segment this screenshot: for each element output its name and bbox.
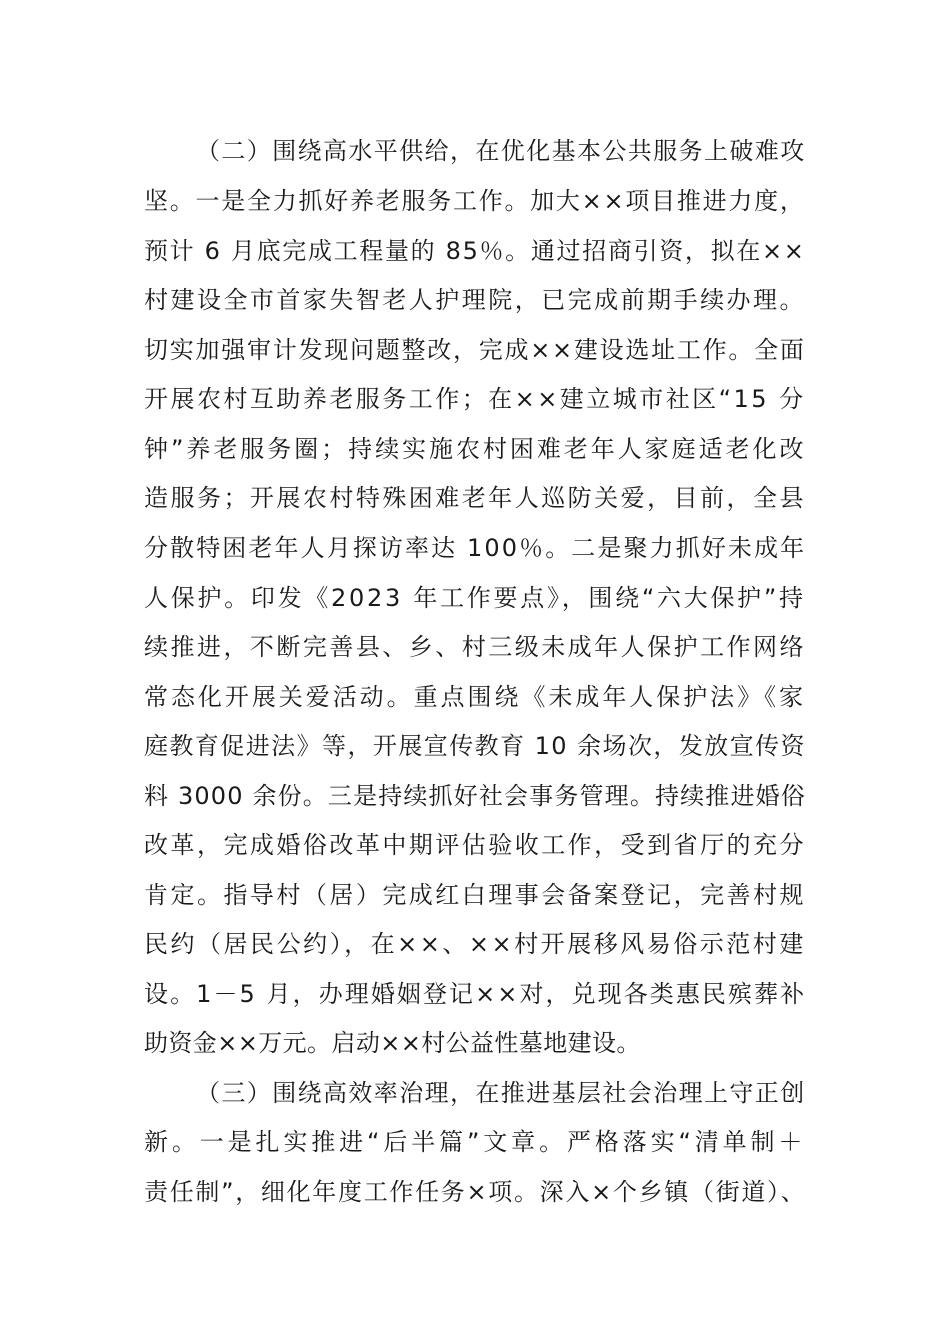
paragraph-2-line-12: 常态化开展关爱活动。重点围绕《未成年人保护法》《家 — [144, 683, 806, 711]
paragraph-2-line-15: 改革，完成婚俗改革中期评估验收工作，受到省厅的充分 — [144, 831, 806, 859]
paragraph-2-line-16: 肯定。指导村（居）完成红白理事会备案登记，完善村规 — [144, 881, 806, 909]
paragraph-2-line-10: 人保护。印发《2023 年工作要点》，围绕“六大保护”持 — [144, 584, 806, 612]
paragraph-2-line-17: 民约（居民公约），在××、××村开展移风易俗示范村建 — [144, 930, 806, 958]
paragraph-2-line-6: 开展农村互助养老服务工作；在××建立城市社区“15 分 — [144, 385, 806, 413]
paragraph-2-line-19: 助资金××万元。启动××村公益性墓地建设。 — [144, 1029, 641, 1057]
paragraph-2-line-11: 续推进，不断完善县、乡、村三级未成年人保护工作网络 — [144, 633, 806, 661]
paragraph-2-line-4: 村建设全市首家失智老人护理院，已完成前期手续办理。 — [144, 286, 806, 314]
paragraph-3-line-2: 新。一是扎实推进“后半篇”文章。严格落实“清单制＋ — [144, 1128, 807, 1156]
paragraph-2-line-8: 造服务；开展农村特殊困难老年人巡防关爱，目前，全县 — [144, 484, 806, 512]
paragraph-3-line-1: （三）围绕高效率治理，在推进基层社会治理上守正创 — [196, 1079, 806, 1107]
paragraph-2-line-3: 预计 6 月底完成工程量的 85％。通过招商引资，拟在×× — [144, 237, 806, 265]
paragraph-2-line-2: 坚。一是全力抓好养老服务工作。加大××项目推进力度， — [144, 187, 806, 215]
paragraph-3-line-3: 责任制”，细化年度工作任务×项。深入×个乡镇（街道）、 — [144, 1178, 807, 1206]
paragraph-2-line-18: 设。1－5 月，办理婚姻登记××对，兑现各类惠民殡葬补 — [144, 980, 807, 1008]
paragraph-2-line-7: 钟”养老服务圈；持续实施农村困难老年人家庭适老化改 — [144, 435, 807, 463]
paragraph-2-line-1: （二）围绕高水平供给，在优化基本公共服务上破难攻 — [196, 137, 806, 165]
paragraph-2-line-9: 分散特困老年人月探访率达 100％。二是聚力抓好未成年 — [144, 534, 807, 562]
paragraph-2-line-14: 料 3000 余份。三是持续抓好社会事务管理。持续推进婚俗 — [144, 782, 806, 810]
paragraph-2-line-5: 切实加强审计发现问题整改，完成××建设选址工作。全面 — [144, 336, 806, 364]
paragraph-2-line-13: 庭教育促进法》等，开展宣传教育 10 余场次，发放宣传资 — [144, 732, 806, 760]
